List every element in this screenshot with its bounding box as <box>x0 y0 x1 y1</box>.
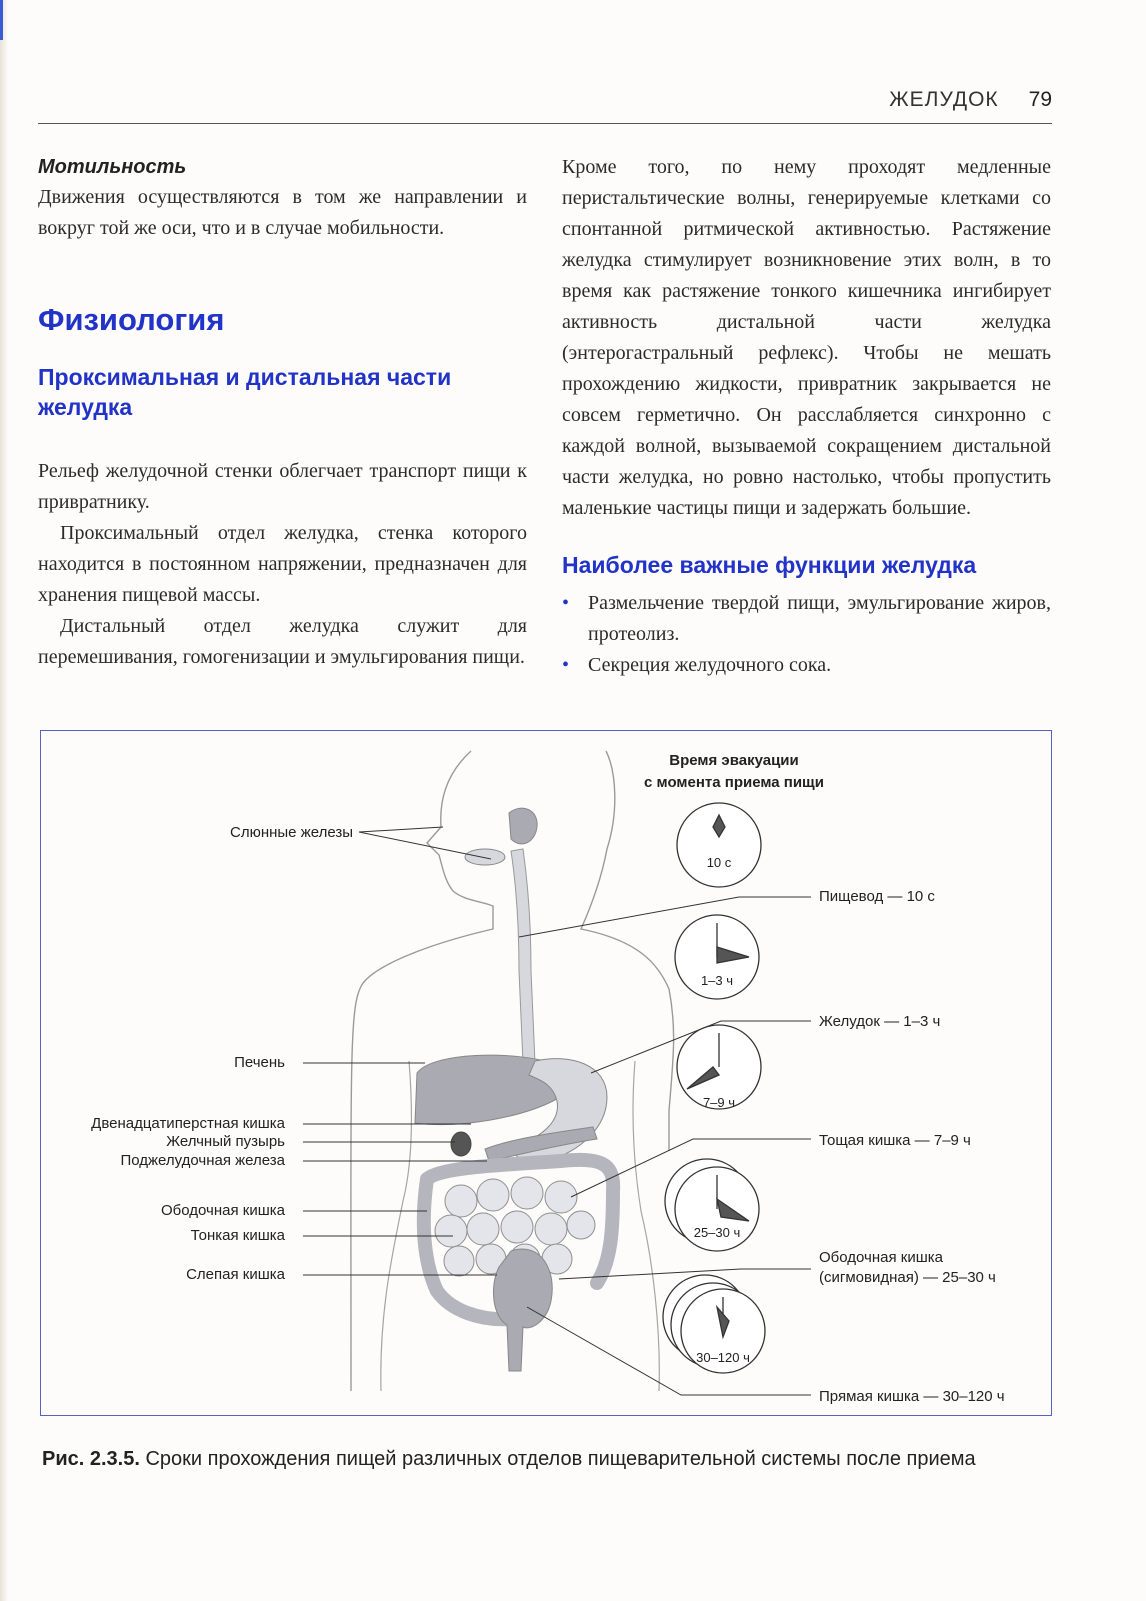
label-jejunum-time: Тощая кишка — 7–9 ч <box>819 1132 971 1149</box>
clock-label-7-9h: 7–9 ч <box>702 1095 736 1110</box>
label-sigmoid-colon: Ободочная кишка <box>819 1249 943 1266</box>
label-gallbladder: Желчный пузырь <box>166 1133 285 1150</box>
label-cecum: Слепая кишка <box>186 1266 285 1283</box>
label-stomach-time: Желудок — 1–3 ч <box>819 1013 941 1030</box>
list-item-text: Секреция желудочного сока. <box>588 654 832 676</box>
list-item-text: Размельчение твердой пищи, эмульгирование жиров, протеолиз. <box>588 592 1051 645</box>
paragraph-distal: Дистальный отдел желудка служит для перемешивания, гомогенизации и эмульгирования пищи. <box>38 615 527 668</box>
gallbladder <box>451 1132 471 1156</box>
left-column <box>38 152 527 673</box>
label-small-intestine: Тонкая кишка <box>190 1227 285 1244</box>
clock-label-25-30h: 25–30 ч <box>693 1225 741 1240</box>
physiology-heading: Физиология <box>38 302 225 337</box>
page-corner-mark <box>0 0 3 40</box>
running-head-section: ЖЕЛУДОК <box>889 88 999 111</box>
figure-title-line2: с момента приема пищи <box>644 774 824 791</box>
caption-text: Сроки прохождения пищей различных отделов пищеварительной системы после приема <box>139 1448 976 1470</box>
label-rectum-time: Прямая кишка — 30–120 ч <box>819 1388 1005 1405</box>
figure-title-line1: Время эвакуации <box>669 752 799 769</box>
clock-label-10s: 10 с <box>706 855 732 870</box>
motility-heading: Мотильность <box>38 156 187 178</box>
label-esophagus-time: Пищевод — 10 с <box>819 888 935 905</box>
list-item <box>562 650 1051 681</box>
label-sigmoid-colon-time: (сигмовидная) — 25–30 ч <box>819 1269 996 1286</box>
clock-label-30-120h: 30–120 ч <box>696 1350 750 1365</box>
motility-paragraph: Движения осуществляются в том же направлении и вокруг той же оси, что и в случае мобильности. <box>38 186 527 239</box>
functions-list <box>562 588 1051 681</box>
caption-label: Рис. 2.3.5. <box>42 1448 140 1470</box>
label-colon: Ободочная кишка <box>161 1202 285 1219</box>
label-liver: Печень <box>234 1054 285 1071</box>
bullet-icon: • <box>562 592 570 614</box>
clock-10s <box>677 803 761 887</box>
proximal-distal-heading: Проксимальная и дистальная части желудка <box>38 364 452 420</box>
header-rule <box>38 123 1052 124</box>
running-head <box>889 88 1052 112</box>
label-duodenum: Двенадцатиперстная кишка <box>91 1115 285 1132</box>
label-salivary-glands: Слюнные железы <box>230 824 353 841</box>
paragraph-peristalsis: Кроме того, по нему проходят медленные перистальтические волны, генерируемые клетками со спонтанной ритмической активностью. Растяжение желудка стимулирует возникновение этих волн, в то время как растяжение тонкого кишечника ингибирует активность дистальной части желудка (энтерогастральный рефлекс). Чтобы не мешать прохождению жидкости, привратник закрывается не совсем герметично. Он расслабляется синхронно с каждой волной, вызываемой сокращением дистальной части желудка, но ровно настолько, чтобы пропустить маленькие частицы пищи и задержать большие. <box>562 156 1051 519</box>
rectum <box>493 1249 552 1371</box>
paragraph-proximal: Проксимальный отдел желудка, стенка которого находится в постоянном напряжении, предназначен для хранения пищевой массы. <box>38 522 527 606</box>
salivary-gland-sub <box>465 849 505 865</box>
esophagus <box>511 849 535 1063</box>
clock-label-1-3h: 1–3 ч <box>700 973 734 988</box>
right-column <box>562 152 1051 681</box>
figure-caption <box>42 1448 976 1471</box>
figure-digestive-transit <box>40 730 1052 1416</box>
functions-heading: Наиболее важные функции желудка <box>562 552 977 578</box>
page-number: 79 <box>1028 88 1052 111</box>
list-item <box>562 588 1051 650</box>
figure-illustration <box>41 731 1051 1415</box>
label-pancreas: Поджелудочная железа <box>120 1152 285 1169</box>
salivary-gland-parotid <box>509 808 537 844</box>
bullet-icon: • <box>562 654 570 676</box>
page-binding-edge <box>0 0 8 1601</box>
paragraph-relief: Рельеф желудочной стенки облегчает транспорт пищи к привратнику. <box>38 460 527 513</box>
